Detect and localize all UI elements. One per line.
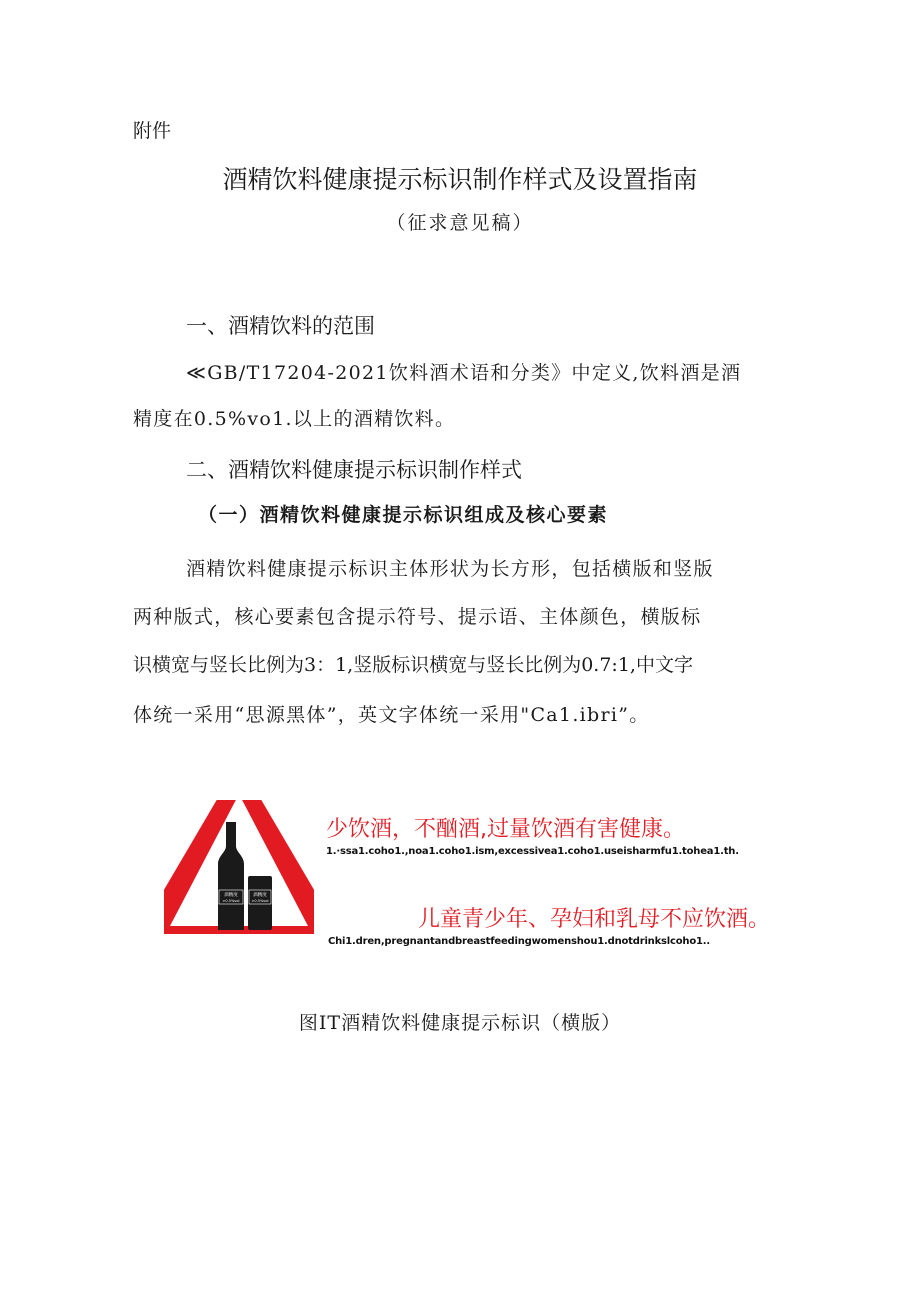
section2-heading: 二、酒精饮料健康提示标识制作样式 xyxy=(186,458,522,482)
slogan2-english: Chi1.dren,pregnantandbreastfeedingwomenshou1.dnotdrinkslcoho1.. xyxy=(328,936,710,947)
section2-para-line: 体统一采用“思源黑体”，英文字体统一采用"Ca1.ibri”。 xyxy=(133,704,650,726)
svg-text:酒精度: 酒精度 xyxy=(224,893,238,898)
warning-triangle-bottles-icon xyxy=(164,800,314,934)
section2-para-line: 酒精饮料健康提示标识主体形状为长方形，包括横版和竖版 xyxy=(186,558,714,580)
page-subtitle: （征求意见稿） xyxy=(386,212,534,234)
slogan1-chinese: 少饮酒，不酗酒,过量饮酒有害健康。 xyxy=(326,817,685,842)
page-title: 酒精饮料健康提示标识制作样式及设置指南 xyxy=(222,165,698,194)
svg-text:酒精度: 酒精度 xyxy=(253,893,267,898)
svg-text:>0.5%vol: >0.5%vol xyxy=(251,899,269,903)
section2-para-line: 两种版式，核心要素包含提示符号、提示语、主体颜色，横版标 xyxy=(133,606,702,628)
section1-para-line1: ≪GB/T17204-2021饮料酒术语和分类》中定义,饮料酒是酒 xyxy=(186,362,742,384)
section1-para-line2: 精度在0.5%vo1.以上的酒精饮料。 xyxy=(133,408,456,430)
warning-sign xyxy=(164,800,314,934)
attachment-label: 附件 xyxy=(133,120,172,142)
svg-text:>0.5%vol: >0.5%vol xyxy=(222,899,240,903)
slogan2-chinese: 儿童青少年、孕妇和乳母不应饮酒。 xyxy=(418,907,771,932)
figure-caption: 图IT酒精饮料健康提示标识（横版） xyxy=(298,1012,622,1034)
section1-heading: 一、酒精饮料的范围 xyxy=(186,314,375,338)
slogan1-english: 1.·ssa1.coho1.,noa1.coho1.ism,excessivea1.coho1.useisharmfu1.tohea1.th. xyxy=(326,846,739,857)
section2-subheading: （一）酒精饮料健康提示标识组成及核心要素 xyxy=(198,504,609,526)
section2-para-line: 识横宽与竖长比例为3：1,竖版标识横宽与竖长比例为0.7:1,中文字 xyxy=(133,654,693,676)
